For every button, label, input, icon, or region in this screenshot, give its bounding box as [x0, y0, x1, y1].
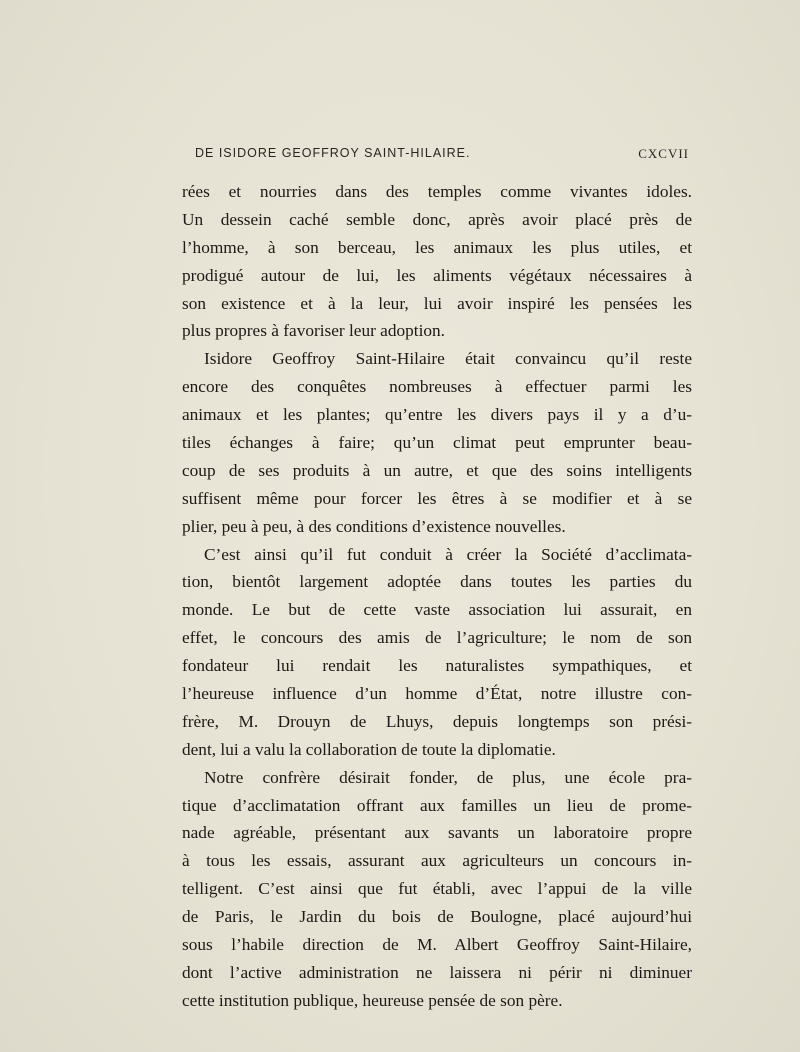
text-line: cette institution publique, heureuse pensée de son père. — [182, 990, 563, 1010]
page-number: CXCVII — [638, 146, 689, 161]
text-line: plus propres à favoriser leur adoption. — [182, 321, 445, 341]
text-line: nade agréable, présentant aux savants un laboratoire propre — [182, 823, 692, 843]
text-line: Notre confrère désirait fonder, de plus, une école pra- — [204, 767, 692, 787]
text-line: monde. Le but de cette vaste association lui assurait, en — [182, 600, 692, 620]
text-line: frère, M. Drouyn de Lhuys, depuis longtemps son prési- — [182, 711, 692, 731]
text-line: de Paris, le Jardin du bois de Boulogne, placé aujourd’hui — [182, 907, 692, 927]
text-line: suffisent même pour forcer les êtres à se modifier et à se — [182, 488, 692, 508]
text-line: C’est ainsi qu’il fut conduit à créer la Société d’acclimata- — [204, 544, 692, 564]
text-line: fondateur lui rendait les naturalistes sympathiques, et — [182, 656, 692, 676]
text-line: Un dessein caché semble donc, après avoir placé près de — [182, 209, 692, 229]
text-line: sous l’habile direction de M. Albert Geoffroy Saint-Hilaire, — [182, 935, 692, 955]
text-line: encore des conquêtes nombreuses à effectuer parmi les — [182, 377, 692, 397]
text-line: à tous les essais, assurant aux agriculteurs un concours in- — [182, 851, 692, 871]
text-line: tion, bientôt largement adoptée dans toutes les parties du — [182, 572, 692, 592]
text-line: dont l’active administration ne laissera ni périr ni diminuer — [182, 962, 692, 982]
text-line: telligent. C’est ainsi que fut établi, avec l’appui de la ville — [182, 879, 692, 899]
text-line: dent, lui a valu la collaboration de toute la diplomatie. — [182, 739, 556, 759]
text-line: effet, le concours des amis de l’agriculture; le nom de son — [182, 628, 692, 648]
body-text — [182, 178, 692, 1015]
text-line: coup de ses produits à un autre, et que des soins intelligents — [182, 460, 692, 480]
text-line: plier, peu à peu, à des conditions d’existence nouvelles. — [182, 516, 566, 536]
text-line: Isidore Geoffroy Saint-Hilaire était convaincu qu’il reste — [204, 349, 692, 369]
text-line: l’homme, à son berceau, les animaux les plus utiles, et — [182, 237, 692, 257]
text-line: tiles échanges à faire; qu’un climat peut emprunter beau- — [182, 433, 692, 453]
running-head-title: DE ISIDORE GEOFFROY SAINT-HILAIRE. — [195, 146, 471, 160]
running-head — [195, 146, 689, 166]
text-line: son existence et à la leur, lui avoir inspiré les pensées les — [182, 293, 692, 313]
text-line: animaux et les plantes; qu’entre les divers pays il y a d’u- — [182, 405, 692, 425]
text-line: tique d’acclimatation offrant aux familles un lieu de prome- — [182, 795, 692, 815]
text-line: rées et nourries dans des temples comme vivantes idoles. — [182, 182, 692, 201]
text-line: prodigué autour de lui, les aliments végétaux nécessaires à — [182, 265, 692, 285]
text-line: l’heureuse influence d’un homme d’État, notre illustre con- — [182, 684, 692, 704]
